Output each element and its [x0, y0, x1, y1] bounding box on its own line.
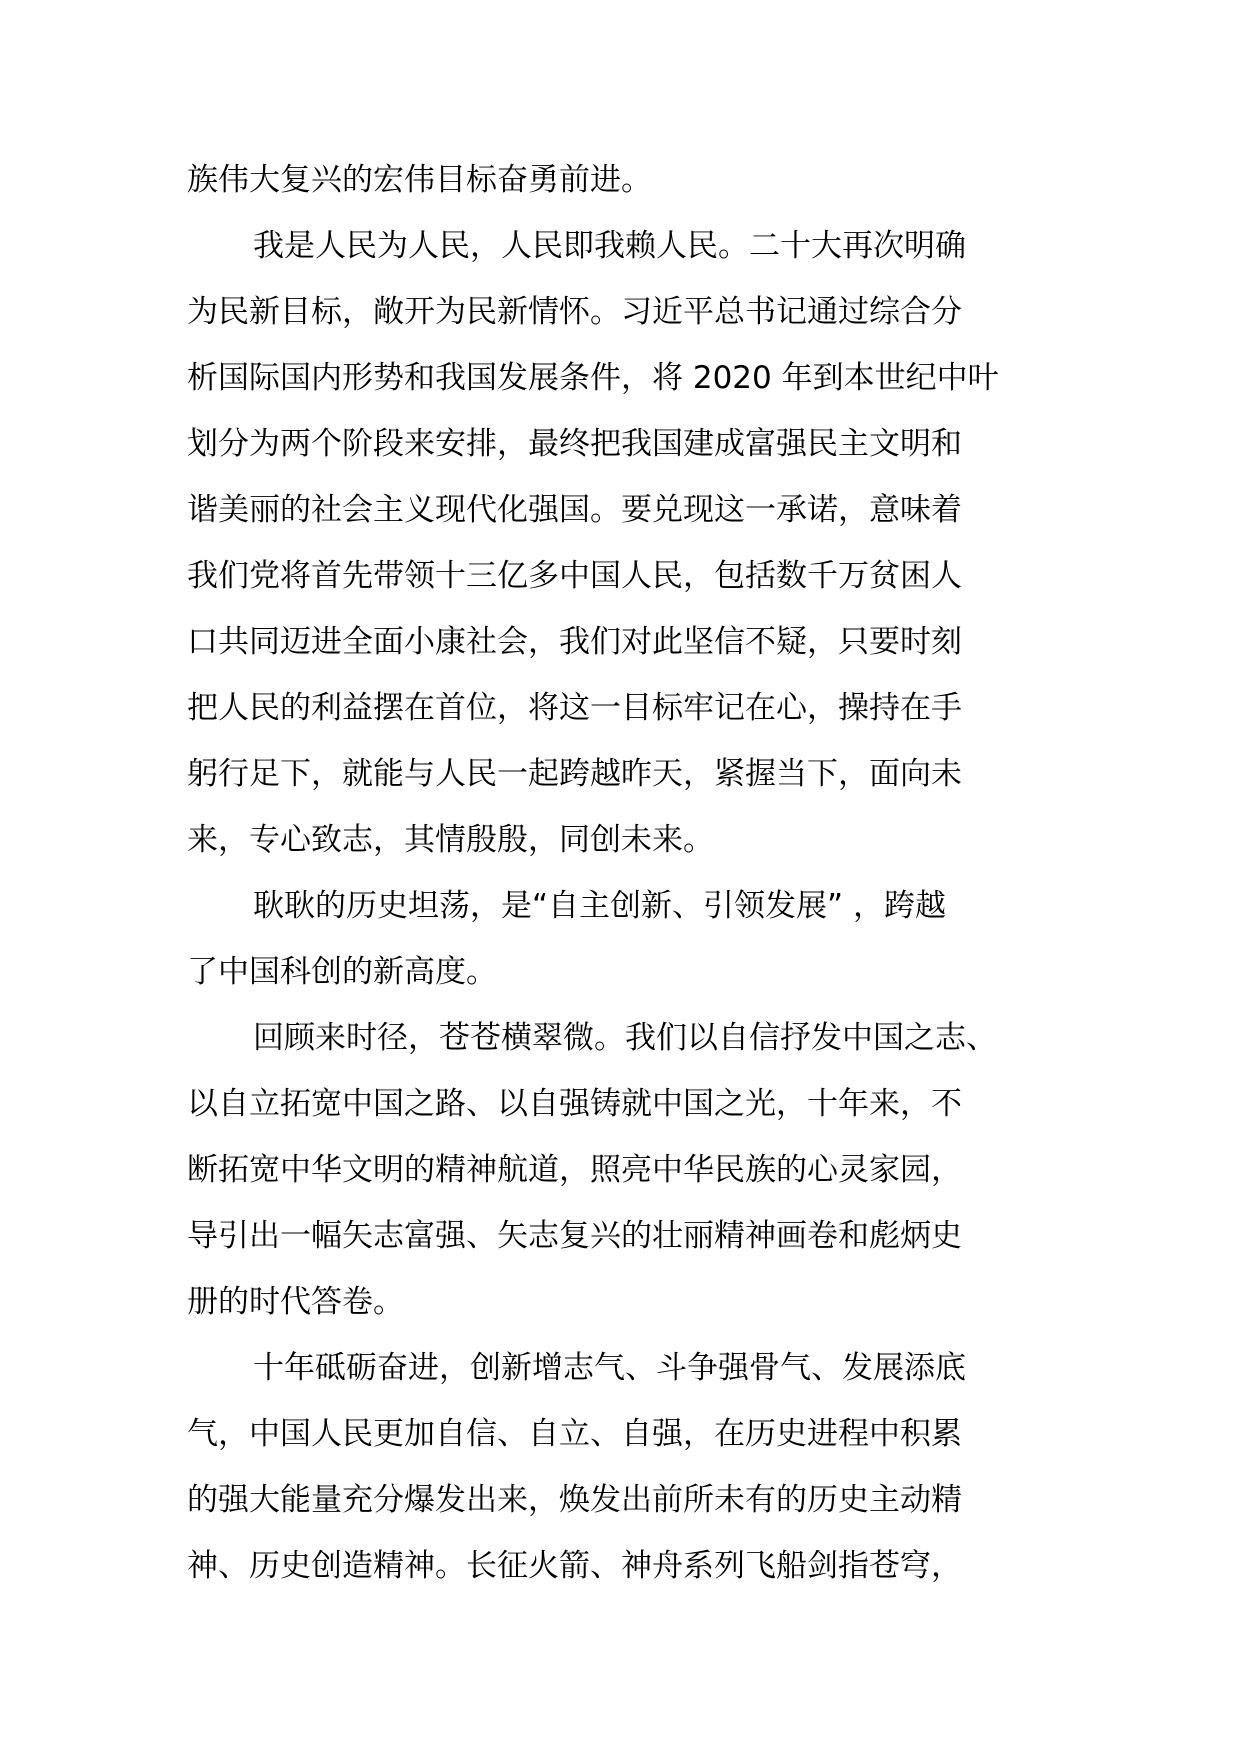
- text-line: 耿耿的历史坦荡，是“自主创新、引领发展” ，跨越: [253, 888, 946, 924]
- text-line: 来，专心致志，其情殷殷，同创未来。: [187, 822, 714, 858]
- text-line: 躬行足下，就能与人民一起跨越昨天，紧握当下，面向未: [187, 756, 962, 792]
- text-line: 把人民的利益摆在首位，将这一目标牢记在心，操持在手: [187, 690, 962, 726]
- text-line: 划分为两个阶段来安排，最终把我国建成富强民主文明和: [187, 426, 962, 462]
- text-line: 了中国科创的新高度。: [187, 954, 497, 990]
- text-line: 我们党将首先带领十三亿多中国人民，包括数千万贫困人: [187, 558, 962, 594]
- text-line: 断拓宽中华文明的精神航道，照亮中华民族的心灵家园，: [187, 1152, 962, 1188]
- text-line: 析国际国内形势和我国发展条件，将 2020 年到本世纪中叶: [187, 360, 999, 396]
- text-line: 的强大能量充分爆发出来，焕发出前所未有的历史主动精: [187, 1482, 962, 1518]
- text-line: 口共同迈进全面小康社会，我们对此坚信不疑，只要时刻: [187, 624, 962, 660]
- text-line: 册的时代答卷。: [187, 1284, 404, 1320]
- text-line: 气，中国人民更加自信、自立、自强，在历史进程中积累: [187, 1416, 962, 1452]
- text-line: 为民新目标，敞开为民新情怀。习近平总书记通过综合分: [187, 294, 962, 330]
- text-line: 回顾来时径，苍苍横翠微。我们以自信抒发中国之志、: [253, 1020, 997, 1056]
- text-line: 十年砥砺奋进，创新增志气、斗争强骨气、发展添底: [253, 1350, 966, 1386]
- text-line: 神、历史创造精神。长征火箭、神舟系列飞船剑指苍穹，: [187, 1548, 962, 1584]
- text-line: 谐美丽的社会主义现代化强国。要兑现这一承诺，意味着: [187, 492, 962, 528]
- text-line: 导引出一幅矢志富强、矢志复兴的壮丽精神画卷和彪炳史: [187, 1218, 962, 1254]
- text-line: 族伟大复兴的宏伟目标奋勇前进。: [187, 162, 652, 198]
- document-body-text: [187, 147, 1067, 1599]
- text-line: 我是人民为人民，人民即我赖人民。二十大再次明确: [253, 228, 966, 264]
- text-line: 以自立拓宽中国之路、以自强铸就中国之光，十年来，不: [187, 1086, 962, 1122]
